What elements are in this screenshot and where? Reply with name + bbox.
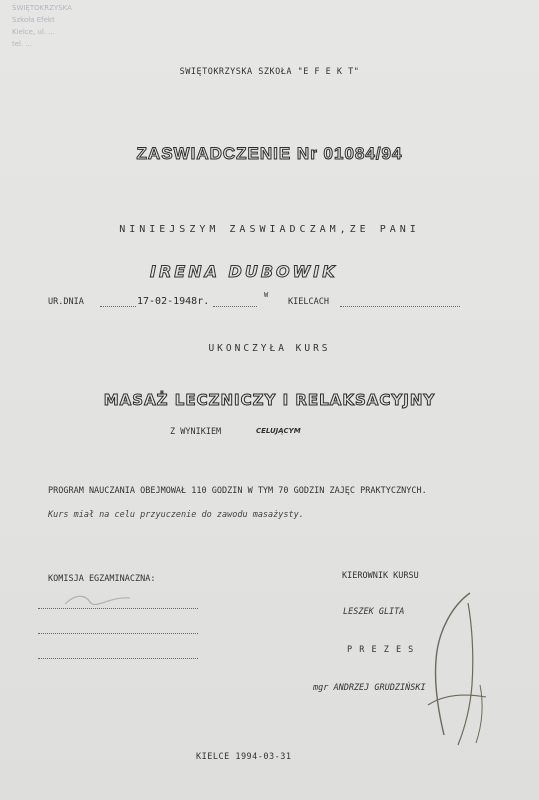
- president-name: mgr ANDRZEJ GRUDZIŃSKI: [313, 683, 426, 693]
- stamp-line: Szkoła Efekt: [12, 16, 55, 24]
- school-name: SWIĘTOKRZYSKA SZKOŁA "E F E K T": [179, 67, 360, 77]
- dotted-line: [213, 306, 257, 307]
- declaration-text: NINIEJSZYM ZASWIADCZAM,ZE PANI: [119, 224, 420, 235]
- faded-stamp: [2, 2, 144, 64]
- commission-label: KOMISJA EGZAMINACZNA:: [48, 574, 156, 584]
- in-label: W: [264, 291, 269, 299]
- president-signature: [408, 585, 503, 755]
- program-text: PROGRAM NAUCZANIA OBEJMOWAŁ 110 GODZIN W TYM 70 GODZIN ZAJĘC PRAKTYCZNYCH.: [48, 486, 427, 496]
- birth-date: 17-02-1948r.: [137, 296, 210, 307]
- dotted-line: [340, 306, 460, 307]
- course-director-name: LESZEK GLITA: [343, 607, 405, 617]
- course-director-label: KIEROWNIK KURSU: [342, 571, 419, 581]
- certificate-title: ZASWIADCZENIE Nr 01084/94: [136, 144, 403, 163]
- stamp-line: Kielce, ul. ...: [12, 28, 55, 36]
- signature-line: [38, 633, 198, 634]
- place-date: KIELCE 1994-03-31: [196, 752, 292, 762]
- birth-place: KIELCACH: [288, 297, 329, 307]
- course-name: MASAŻ LECZNICZY I RELAKSACYJNY: [103, 391, 436, 409]
- result-label: Z WYNIKIEM: [170, 427, 222, 437]
- president-label: P R E Z E S: [347, 645, 415, 655]
- stamp-line: tel. ...: [12, 40, 33, 48]
- dotted-line: [100, 306, 136, 307]
- born-label: UR.DNIA: [48, 297, 84, 307]
- stamp-line: ŚWIĘTOKRZYSKA: [12, 4, 72, 12]
- completed-label: UKONCZYŁA KURS: [208, 343, 331, 354]
- result-value: CELUJĄCYM: [256, 427, 301, 435]
- person-name: IRENA DUBOWIK: [150, 262, 338, 281]
- purpose-text: Kurs miał na celu przyuczenie do zawodu masażysty.: [48, 510, 304, 520]
- signature-line: [38, 658, 198, 659]
- commission-signature-mark: [60, 590, 140, 610]
